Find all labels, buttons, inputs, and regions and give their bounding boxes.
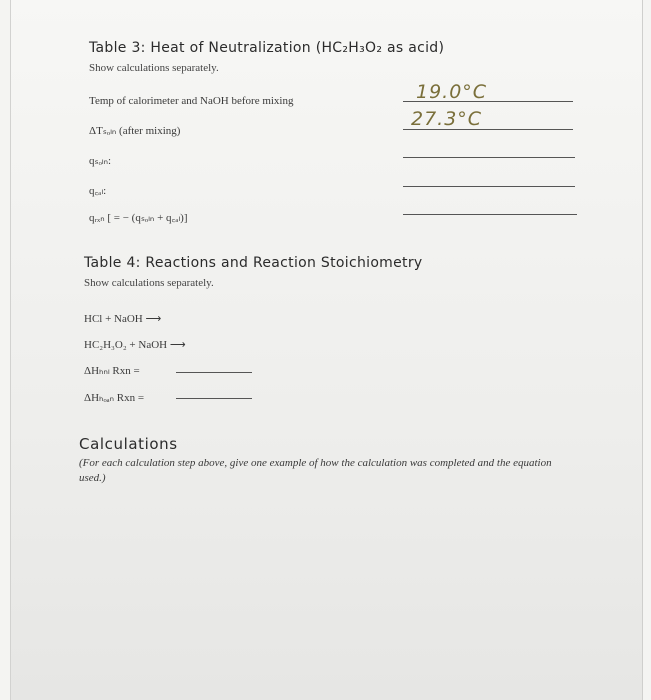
reaction-hcl: HCl + NaOH ⟶	[84, 313, 162, 325]
reaction-acetic: HC₂H₃O₂ + NaOH ⟶	[84, 339, 186, 351]
table4-subtitle: Show calculations separately.	[84, 277, 214, 289]
enthalpy-hcl-line	[176, 372, 252, 373]
row-q-soln-line	[403, 157, 575, 158]
table3-subtitle: Show calculations separately.	[89, 62, 219, 74]
enthalpy-hcl-label: ΔHₕₙₗ Rxn =	[84, 365, 140, 377]
row-q-rxn-line	[403, 214, 577, 215]
row-delta-t-label: ΔTₛₒₗₙ (after mixing)	[89, 125, 181, 137]
row-q-soln-label: qₛₒₗₙ:	[89, 155, 112, 167]
enthalpy-hoac-line	[176, 398, 252, 399]
row-delta-t-value: 27.3°C	[411, 108, 483, 130]
calculations-title: Calculations	[79, 435, 178, 453]
row-temp-before-line	[403, 101, 573, 102]
row-q-cal-line	[403, 186, 575, 187]
calculations-note: (For each calculation step above, give one example of how the calculation was completed and the equation used.)	[79, 457, 552, 484]
table4-title: Table 4: Reactions and Reaction Stoichiometry	[84, 255, 423, 271]
enthalpy-hoac-label: ΔHₕₒₐₙ Rxn =	[84, 392, 145, 404]
table3-title: Table 3: Heat of Neutralization (HC₂H₃O₂ as acid)	[89, 40, 445, 56]
row-delta-t-line	[403, 129, 573, 130]
row-q-rxn-label: qᵣₓₙ [ = − (qₛₒₗₙ + q꜀ₐₗ)]	[89, 212, 188, 224]
worksheet-page	[10, 0, 643, 700]
row-temp-before-value: 19.0°C	[416, 81, 488, 103]
row-temp-before-label: Temp of calorimeter and NaOH before mixing	[89, 95, 294, 107]
row-q-cal-label: q꜀ₐₗ:	[89, 185, 107, 197]
